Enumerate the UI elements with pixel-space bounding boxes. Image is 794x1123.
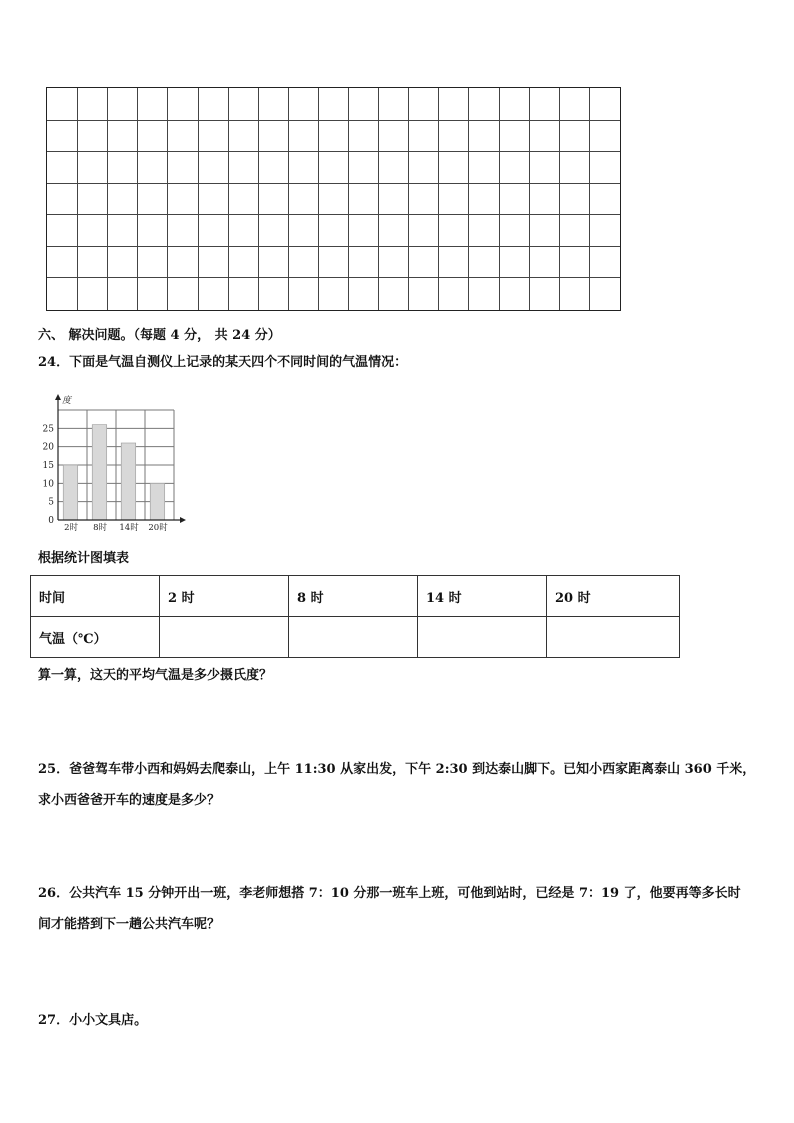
q24-text: 24．下面是气温自测仪上记录的某天四个不同时间的气温情况： bbox=[38, 355, 408, 370]
grid-row-line bbox=[47, 183, 620, 184]
chart-y-tick-label: 15 bbox=[42, 461, 54, 471]
q26-line1: 26．公共汽车 15 分钟开出一班，李老师想搭 7：10 分那一班车上班，可他到站时，已经是 7：19 了，他要再等多长时 bbox=[38, 886, 741, 901]
chart-bar bbox=[150, 483, 165, 520]
time-cell: 8 时 bbox=[289, 576, 418, 617]
table-caption: 根据统计图填表 bbox=[38, 551, 130, 566]
chart-y-label: 度 bbox=[62, 396, 72, 406]
chart-x-tick-label: 14时 bbox=[119, 523, 139, 532]
chart-x-arrow bbox=[180, 517, 186, 523]
chart-bar bbox=[92, 425, 107, 520]
q25-line2: 求小西爸爸开车的速度是多少？ bbox=[38, 793, 221, 808]
temperature-answer-cell[interactable] bbox=[547, 617, 680, 658]
chart-y-tick-label: 0 bbox=[48, 516, 54, 526]
chart-y-tick-label: 20 bbox=[42, 442, 54, 453]
chart-y-tick-label: 5 bbox=[48, 497, 54, 508]
q26-line2: 间才能搭到下一趟公共汽车呢？ bbox=[38, 917, 221, 932]
chart-y-tick-label: 10 bbox=[42, 479, 54, 490]
temperature-answer-cell[interactable] bbox=[418, 617, 547, 658]
temperature-answer-cell[interactable] bbox=[289, 617, 418, 658]
chart-x-tick-label: 2时 bbox=[64, 523, 79, 532]
chart-bar bbox=[121, 443, 136, 520]
grid-row-line bbox=[47, 151, 620, 152]
temperature-answer-cell[interactable] bbox=[160, 617, 289, 658]
time-cell: 20 时 bbox=[547, 576, 680, 617]
grid-row-line bbox=[47, 246, 620, 247]
grid-row-line bbox=[47, 120, 620, 121]
time-cell: 2 时 bbox=[160, 576, 289, 617]
chart-y-tick-label: 25 bbox=[42, 424, 54, 435]
temperature-fill-table bbox=[30, 575, 680, 658]
chart-y-arrow bbox=[55, 394, 61, 400]
q24-follow-up: 算一算，这天的平均气温是多少摄氏度？ bbox=[38, 668, 273, 683]
q27-text: 27．小小文具店。 bbox=[38, 1013, 148, 1028]
row-header-time: 时间 bbox=[31, 576, 160, 617]
grid-row-line bbox=[47, 277, 620, 278]
table-row bbox=[31, 617, 680, 658]
chart-x-tick-label: 8时 bbox=[93, 523, 108, 532]
section-heading: 六、 解决问题。（每题 4 分， 共 24 分） bbox=[38, 328, 281, 343]
chart-x-tick-label: 20时 bbox=[148, 523, 168, 532]
q25-line1: 25．爸爸驾车带小西和妈妈去爬泰山，上午 11:30 从家出发，下午 2:30 到达泰山脚下。已知小西家距离泰山 360 千米， bbox=[38, 762, 756, 777]
table-row bbox=[31, 576, 680, 617]
grid-row-line bbox=[47, 214, 620, 215]
chart-bar bbox=[63, 465, 78, 520]
time-cell: 14 时 bbox=[418, 576, 547, 617]
row-header-temperature: 气温（℃） bbox=[31, 617, 160, 658]
writing-grid bbox=[46, 87, 621, 311]
temperature-bar-chart bbox=[36, 392, 186, 532]
